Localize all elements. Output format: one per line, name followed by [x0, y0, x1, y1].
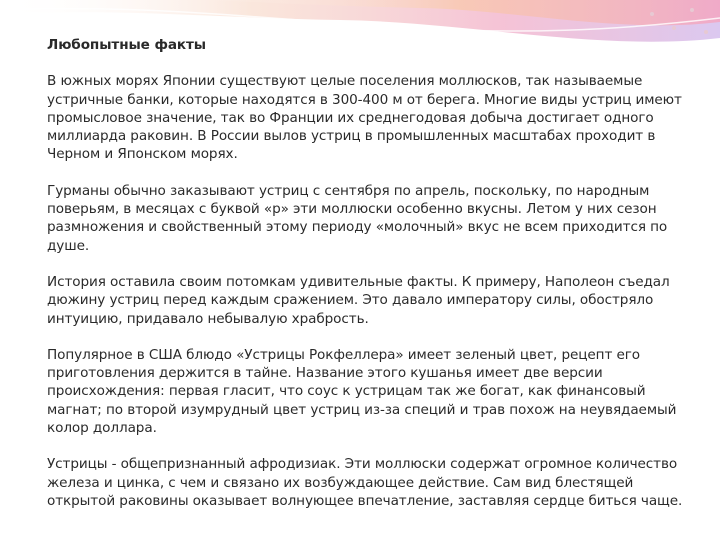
decorative-dot	[650, 12, 654, 16]
paragraph: История оставила своим потомкам удивительные факты. К примеру, Наполеон съедал дюжину устриц перед каждым сражением. Это давало императору силы, обостряло интуицию, придавало небывалую храбрость.	[47, 273, 670, 327]
decorative-dot	[690, 8, 694, 12]
paragraph: В южных морях Японии существуют целые поселения моллюсков, так называемые устричные банки, которые находятся в 300-400 м от берега. Многие виды устриц имеют промысловое значение, так во Франции их среднегодовая добыча достигает одного миллиарда раковин. В России вылов устриц в промышленных масштабах проходит в Черном и Японском морях.	[47, 73, 682, 163]
decorative-dot	[672, 26, 676, 30]
slide-content	[47, 36, 687, 528]
decorative-dot	[704, 30, 708, 34]
paragraph: Устрицы - общепризнанный афродизиак. Эти моллюски содержат огромное количество железа и цинка, с чем и связано их возбуждающее действие. Сам вид блестящей открытой раковины оказывает волнующее впечатление, заставляя сердце биться чаще.	[47, 456, 683, 509]
paragraph: Гурманы обычно заказывают устриц с сентября по апрель, поскольку, по народным поверьям, в месяцах с буквой «р» эти моллюски особенно вкусны. Летом у них сезон размножения и свойственный этому периоду «молочный» вкус не всем приходится по душе.	[47, 182, 668, 254]
slide-title: Любопытные факты	[47, 37, 206, 53]
paragraph: Популярное в США блюдо «Устрицы Рокфеллера» имеет зеленый цвет, рецепт его приготовления держится в тайне. Название этого кушанья имеет две версии происхождения: первая гласит, что соус к устрицам так же богат, как финансовый магнат; по второй изумрудный цвет устриц из-за специй и трав похож на неувядаемый колор доллара.	[47, 346, 677, 437]
